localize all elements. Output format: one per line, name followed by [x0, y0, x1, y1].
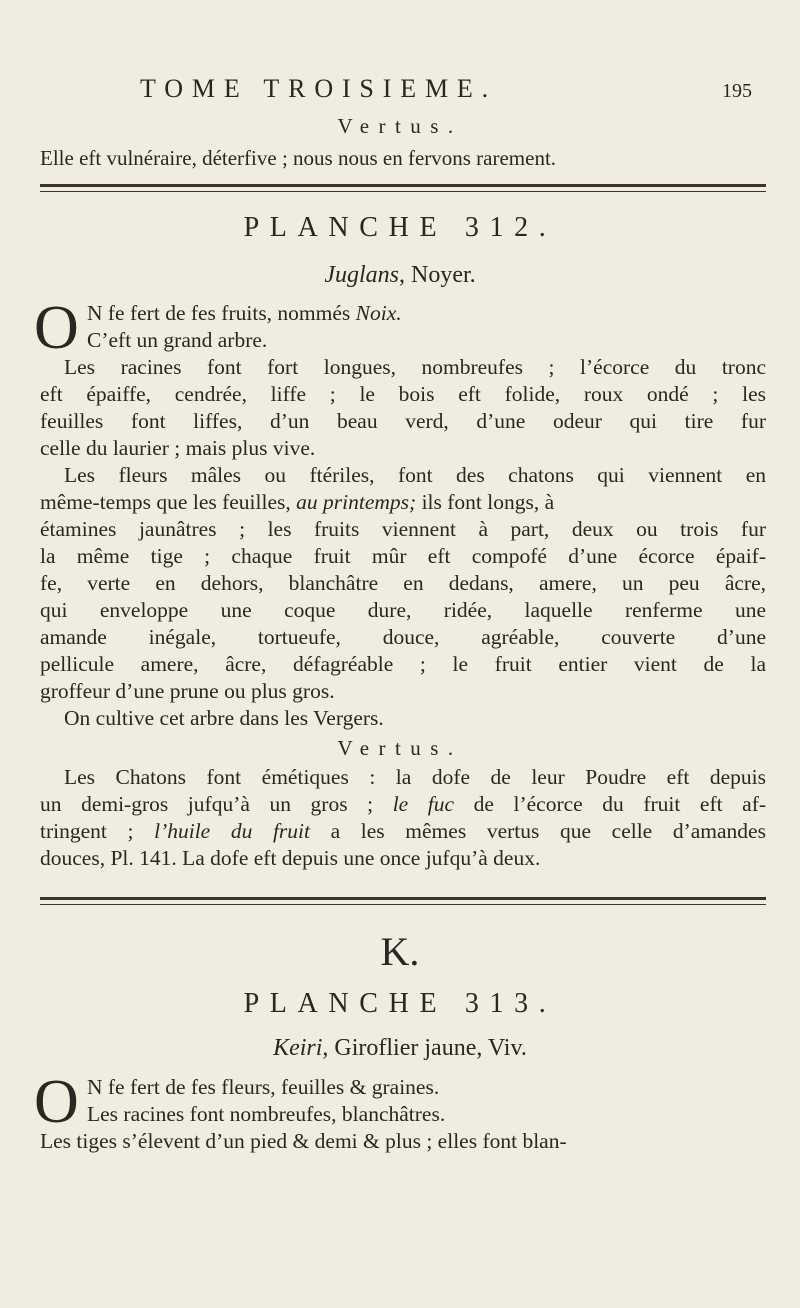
paragraph-line: amande inégale, tortueufe, douce, agréable, couverte d’une [40, 625, 766, 649]
thick-divider-rule [40, 897, 766, 900]
top-paragraph-line: Elle eft vulnéraire, déterfive ; nous nous en fervons rarement. [40, 146, 557, 170]
page-number: 195 [722, 80, 752, 102]
plant-name-312 [0, 262, 800, 289]
paragraph-line: eft épaiffe, cendrée, liffe ; le bois eft folide, roux ondé ; les [40, 382, 766, 406]
paragraph-line: Les racines font nombreufes, blanchâtres. [87, 1102, 446, 1126]
thin-divider-rule [40, 191, 766, 192]
paragraph-line: Les Chatons font émétiques : la dofe de leur Poudre eft depuis [64, 765, 766, 789]
thick-divider-rule [40, 184, 766, 187]
paragraph-line: groffeur d’une prune ou plus gros. [40, 679, 335, 703]
common-name: , Giroflier jaune, Viv. [322, 1035, 527, 1061]
plant-name-313 [0, 1035, 800, 1062]
thin-divider-rule [40, 904, 766, 905]
running-head: TOME TROISIEME. [140, 74, 497, 103]
paragraph-line: N fe fert de fes fleurs, feuilles & graines. [87, 1075, 440, 1099]
paragraph-line: étamines jaunâtres ; les fruits viennent à part, deux ou trois fur [40, 517, 766, 541]
latin-name: Juglans [324, 262, 399, 288]
paragraph-line: Les fleurs mâles ou ftériles, font des chatons qui viennent en [64, 463, 766, 487]
paragraph-line: feuilles font liffes, d’un beau verd, d’une odeur qui tire fur [40, 409, 766, 433]
section-letter: K. [380, 929, 420, 974]
paragraph-line: même-temps que les feuilles, au printemps; ils font longs, à [40, 490, 555, 514]
paragraph-line: On cultive cet arbre dans les Vergers. [64, 706, 384, 730]
vertus-heading: Vertus. [337, 736, 463, 760]
paragraph-line: pellicule amere, âcre, défagréable ; le fruit entier vient de la [40, 652, 766, 676]
paragraph-line: tringent ; l’huile du fruit a les mêmes vertus que celle d’amandes [40, 819, 766, 843]
plate-title-312: PLANCHE 312. [243, 212, 557, 243]
common-name: , Noyer. [399, 262, 476, 288]
paragraph-line: Les tiges s’élevent d’un pied & demi & plus ; elles font blan- [40, 1129, 567, 1153]
paragraph-line: la même tige ; chaque fruit mûr eft compofé d’une écorce épaif- [40, 544, 766, 568]
paragraph-line: qui enveloppe une coque dure, ridée, laquelle renferme une [40, 598, 766, 622]
drop-cap: O [34, 1068, 79, 1136]
paragraph-line: Les racines font fort longues, nombreufes ; l’écorce du tronc [64, 355, 766, 379]
paragraph-line: fe, verte en dehors, blanchâtre en dedans, amere, un peu âcre, [40, 571, 766, 595]
paragraph-line: un demi-gros jufqu’à un gros ; le fuc de l’écorce du fruit eft af- [40, 792, 767, 816]
vertus-heading-top: Vertus. [337, 114, 463, 138]
paragraph-line: C’eft un grand arbre. [87, 328, 268, 352]
paragraph-line: N fe fert de fes fruits, nommés Noix. [87, 301, 402, 325]
plate-title-313: PLANCHE 313. [243, 988, 557, 1019]
latin-name: Keiri [273, 1035, 323, 1061]
drop-cap: O [34, 294, 79, 362]
paragraph-line: douces, Pl. 141. La dofe eft depuis une once jufqu’à deux. [40, 846, 541, 870]
paragraph-line: celle du laurier ; mais plus vive. [40, 436, 316, 460]
